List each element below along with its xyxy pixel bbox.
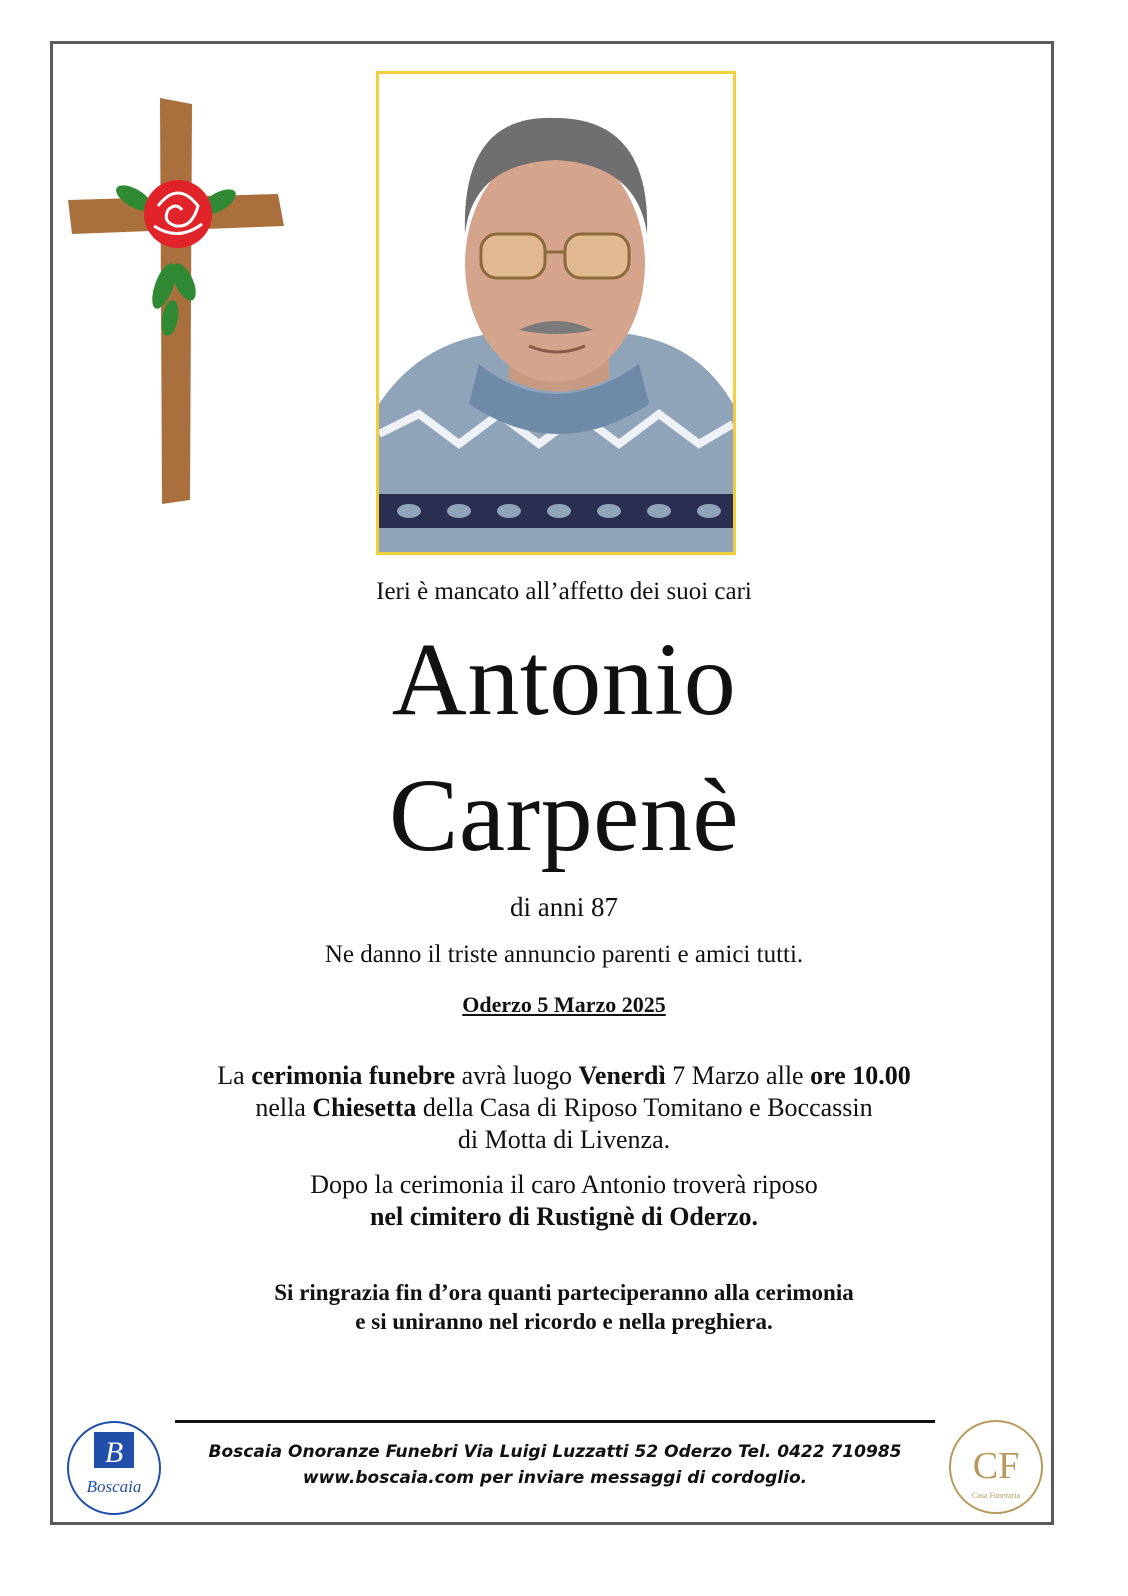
deceased-first-name: Antonio bbox=[391, 622, 737, 737]
burial-paragraph bbox=[0, 1169, 1128, 1233]
footer-divider bbox=[175, 1420, 935, 1423]
footer-website: www.boscaia.com per inviare messaggi di cordoglio. bbox=[302, 1468, 808, 1488]
burial-line-2: nel cimitero di Rustignè di Oderzo. bbox=[369, 1202, 759, 1231]
footer-address: Boscaia Onoranze Funebri Via Luigi Luzzatti 52 Oderzo Tel. 0422 710985 bbox=[208, 1442, 902, 1462]
burial-line-1: Dopo la cerimonia il caro Antonio troverà riposo bbox=[310, 1170, 818, 1199]
age-text: di anni 87 bbox=[510, 892, 618, 922]
place-date: Oderzo 5 Marzo 2025 bbox=[462, 992, 666, 1017]
ceremony-day: Venerdì bbox=[578, 1061, 666, 1090]
announcement-text: Ne danno il triste annuncio parenti e amici tutti. bbox=[324, 941, 804, 968]
cross-with-rose-icon bbox=[66, 94, 288, 510]
ceremony-highlight: cerimonia funebre bbox=[251, 1061, 456, 1090]
ceremony-line-2 bbox=[0, 1092, 1128, 1124]
casa-funeraria-logo bbox=[947, 1418, 1045, 1516]
ceremony-time: ore 10.00 bbox=[810, 1061, 911, 1090]
boscaia-logo bbox=[66, 1420, 162, 1516]
ceremony-text: 7 Marzo alle bbox=[665, 1061, 811, 1090]
portrait-photo bbox=[376, 71, 736, 555]
intro-text: Ieri è mancato all’affetto dei suoi cari bbox=[376, 578, 752, 605]
ceremony-text: La bbox=[217, 1061, 252, 1090]
ceremony-line-3: di Motta di Livenza. bbox=[457, 1125, 671, 1154]
ceremony-text: avrà luogo bbox=[455, 1061, 579, 1090]
boscaia-logo-text: Boscaia bbox=[86, 1477, 142, 1496]
casa-funeraria-text: Casa Funeraria bbox=[971, 1491, 1021, 1500]
deceased-last-name: Carpenè bbox=[389, 758, 739, 873]
boscaia-logo-letter: B bbox=[104, 1436, 124, 1469]
thanks-paragraph bbox=[0, 1278, 1128, 1336]
ceremony-place: Chiesetta bbox=[312, 1093, 417, 1122]
thanks-line-1: Si ringrazia fin d’ora quanti parteciperanno alla cerimonia bbox=[274, 1280, 854, 1305]
ceremony-text: nella bbox=[255, 1093, 313, 1122]
thanks-line-2: e si uniranno nel ricordo e nella preghiera. bbox=[355, 1309, 773, 1334]
ceremony-text: della Casa di Riposo Tomitano e Boccassin bbox=[416, 1093, 873, 1122]
ceremony-line-1 bbox=[0, 1060, 1128, 1092]
ceremony-paragraph bbox=[0, 1060, 1128, 1156]
casa-funeraria-letters: CF bbox=[972, 1445, 1020, 1487]
